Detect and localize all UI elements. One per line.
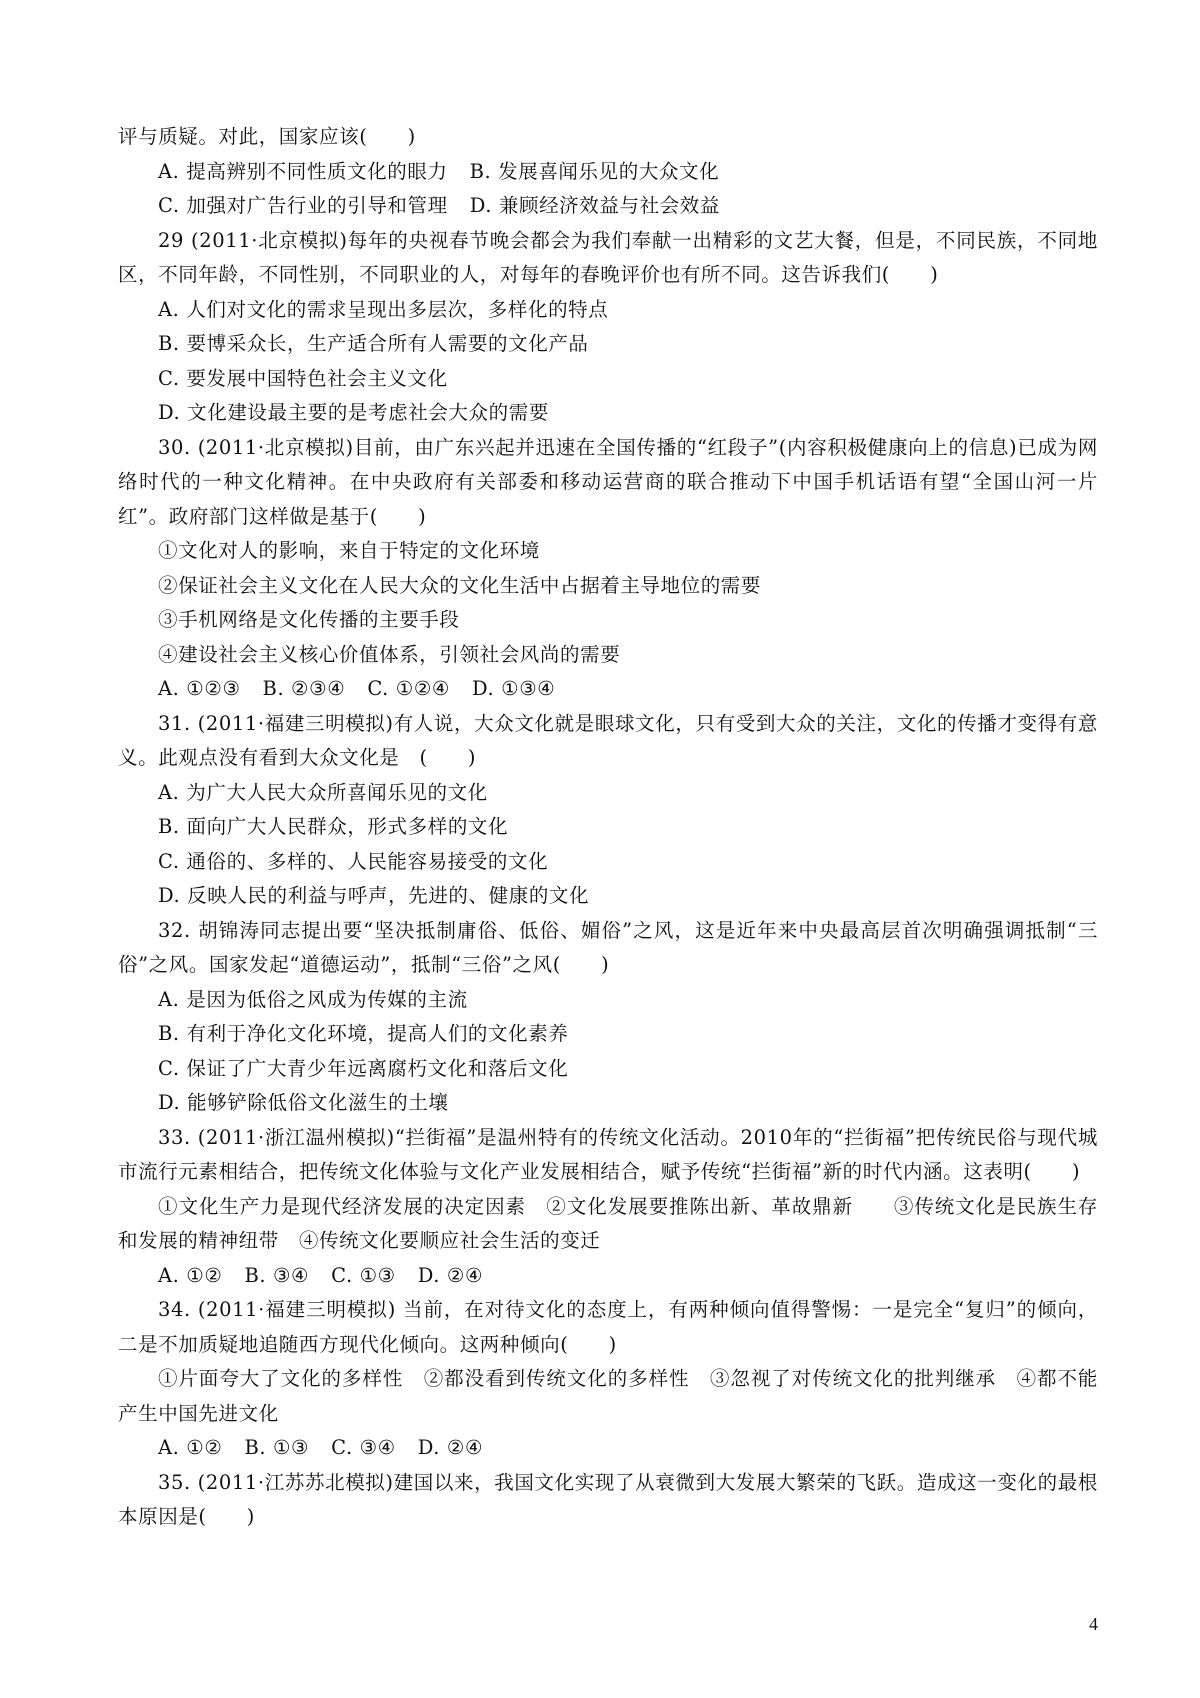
question-30-option-d: D. ①③④ (471, 677, 556, 700)
question-30-item-2: ②保证社会主义文化在人民大众的文化生活中占据着主导地位的需要 (158, 573, 762, 597)
question-33-items: ①文化生产力是现代经济发展的决定因素 ②文化发展要推陈出新、革故鼎新 ③传统文化是民族生存和发展的精神纽带 ④传统文化要顺应社会生活的变迁 (118, 1194, 1098, 1252)
question-33-option-d: D. ②④ (417, 1263, 484, 1287)
question-28-option-c: C. 加强对广告行业的引导和管理 (158, 194, 448, 217)
question-30-options (118, 672, 1098, 707)
question-32-option-a: A. 是因为低俗之风成为传媒的主流 (158, 987, 468, 1011)
question-31-option-a: A. 为广大人民大众所喜闻乐见的文化 (158, 780, 488, 804)
question-33-option-c: C. ①③ (331, 1263, 396, 1287)
question-31-option-c: C. 通俗的、多样的、人民能容易接受的文化 (158, 849, 549, 873)
question-28-option-d: D. 兼顾经济效益与社会效益 (469, 194, 720, 217)
question-32-option-c: C. 保证了广大青少年远离腐朽文化和落后文化 (158, 1056, 569, 1080)
question-31-option-d: D. 反映人民的利益与呼声，先进的、健康的文化 (158, 884, 590, 907)
question-32-option-b: B. 有利于净化文化环境，提高人们的文化素养 (158, 1022, 569, 1045)
question-34-option-a: A. ①② (158, 1436, 223, 1459)
question-33-options (118, 1259, 1098, 1294)
question-30-stem: 30. (2011·北京模拟)目前，由广东兴起并迅速在全国传播的“红段子”(内容积极健康向上的信息)已成为网络时代的一种文化精神。在中央政府有关部委和移动运营商的联合推动下中国手机话语有望“全国山河一片红”。政府部门这样做是基于( ) (118, 435, 1098, 528)
question-30-item-4: ④建设社会主义核心价值体系，引领社会风尚的需要 (158, 642, 621, 666)
question-29-stem: 29 (2011·北京模拟)每年的央视春节晚会都会为我们奉献一出精彩的文艺大餐，但是，不同民族，不同地区，不同年龄，不同性别，不同职业的人，对每年的春晚评价也有所不同。这告诉我们( ) (118, 228, 1098, 286)
question-32-stem: 32. 胡锦涛同志提出要“坚决抵制庸俗、低俗、媚俗”之风，这是近年来中央最高层首次明确强调抵制“三俗”之风。国家发起“道德运动”，抵制“三俗”之风( ) (118, 918, 1098, 976)
question-33-option-b: B. ③④ (244, 1263, 310, 1287)
question-30-option-c: C. ①②④ (367, 677, 450, 700)
question-29-option-c: C. 要发展中国特色社会主义文化 (158, 366, 448, 390)
document-body (118, 120, 1098, 1535)
question-32-option-d: D. 能够铲除低俗文化滋生的土壤 (158, 1091, 449, 1114)
question-28-stem-tail: 评与质疑。对此，国家应该( ) (118, 125, 416, 148)
question-31-stem: 31. (2011·福建三明模拟)有人说，大众文化就是眼球文化，只有受到大众的关注，文化的传播才变得有意义。此观点没有看到大众文化是 ( ) (118, 711, 1098, 769)
question-28-option-b: B. 发展喜闻乐见的大众文化 (469, 159, 720, 183)
question-33-option-a: A. ①② (158, 1263, 223, 1287)
question-34-option-b: B. ①③ (244, 1436, 310, 1459)
question-29-option-a: A. 人们对文化的需求呈现出多层次，多样化的特点 (158, 297, 609, 321)
question-28-options-ab (118, 155, 1098, 190)
question-34-option-d: D. ②④ (417, 1436, 484, 1459)
question-31-option-b: B. 面向广大人民群众，形式多样的文化 (158, 815, 509, 838)
question-34-items: ①片面夸大了文化的多样性 ②都没看到传统文化的多样性 ③忽视了对传统文化的批判继承 ④都不能产生中国先进文化 (118, 1367, 1098, 1425)
question-34-options (118, 1431, 1098, 1466)
question-30-option-a: A. ①②③ (158, 677, 241, 700)
question-29-option-d: D. 文化建设最主要的是考虑社会大众的需要 (158, 401, 549, 424)
question-30-item-1: ①文化对人的影响，来自于特定的文化环境 (158, 539, 540, 562)
question-30-item-3: ③手机网络是文化传播的主要手段 (158, 608, 460, 631)
question-34-option-c: C. ③④ (331, 1436, 396, 1459)
question-34-stem: 34. (2011·福建三明模拟) 当前，在对待文化的态度上，有两种倾向值得警惕：一是完全“复归”的倾向，二是不加质疑地追随西方现代化倾向。这两种倾向( ) (118, 1298, 1098, 1356)
question-30-option-b: B. ②③④ (262, 677, 346, 700)
question-29-option-b: B. 要博采众长，生产适合所有人需要的文化产品 (158, 332, 589, 355)
page-number: 4 (1089, 1614, 1098, 1634)
question-33-stem: 33. (2011·浙江温州模拟)“拦街福”是温州特有的传统文化活动。2010年的“拦街福”把传统民俗与现代城市流行元素相结合，把传统文化体验与文化产业发展相结合，赋予传统“拦街福”新的时代内涵。这表明( ) (118, 1125, 1098, 1183)
question-28-options-cd (118, 189, 1098, 224)
question-35-stem: 35. (2011·江苏苏北模拟)建国以来，我国文化实现了从衰微到大发展大繁荣的飞跃。造成这一变化的最根本原因是( ) (118, 1470, 1098, 1528)
question-28-option-a: A. 提高辨别不同性质文化的眼力 (158, 159, 448, 183)
